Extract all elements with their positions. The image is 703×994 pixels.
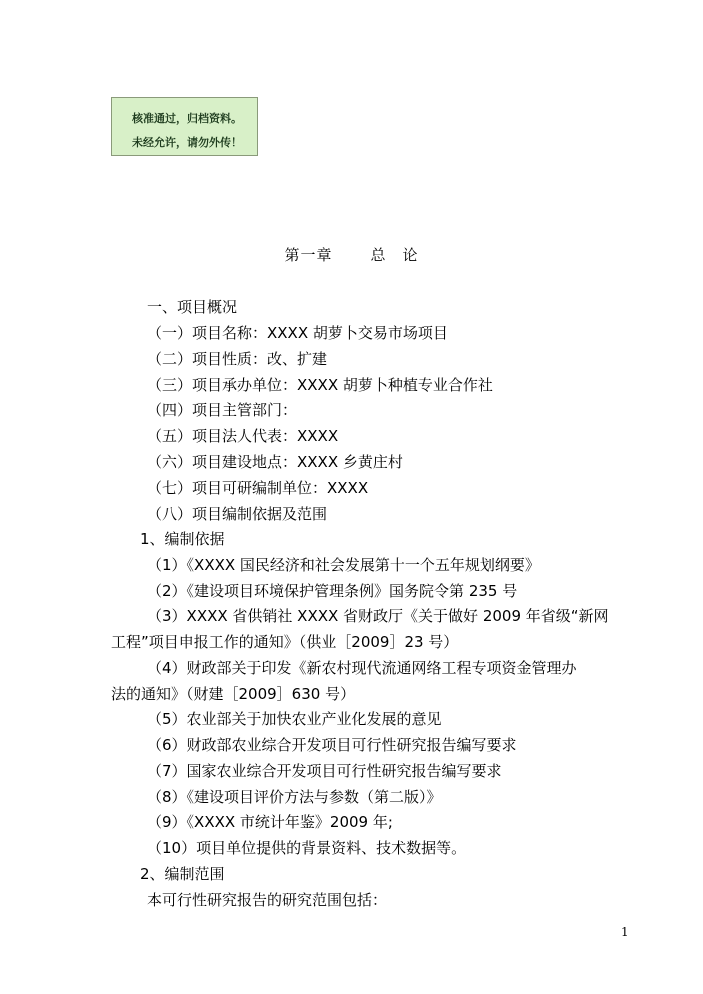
- list-item: （五）项目法人代表：XXXX: [147, 427, 339, 445]
- section-heading-overview: 一、项目概况: [147, 298, 238, 316]
- reference-item: （3）XXXX 省供销社 XXXX 省财政厅《关于做好 2009 年省级“新网: [147, 607, 609, 625]
- reference-item-continued: 法的通知》（财建［2009］630 号）: [111, 685, 356, 703]
- reference-item: （1）《XXXX 国民经济和社会发展第十一个五年规划纲要》: [147, 556, 540, 574]
- list-item: （八）项目编制依据及范围: [147, 505, 328, 523]
- section-heading-scope: 2、编制范围: [140, 865, 225, 883]
- reference-item: （7）国家农业综合开发项目可行性研究报告编写要求: [147, 762, 502, 780]
- stamp-line-confidential: 未经允许，请勿外传！: [132, 136, 242, 149]
- chapter-name: 总 论: [370, 246, 419, 264]
- scope-intro: 本可行性研究报告的研究范围包括：: [147, 891, 388, 909]
- reference-item: （4）财政部关于印发《新农村现代流通网络工程专项资金管理办: [147, 659, 577, 677]
- list-item: （四）项目主管部门：: [147, 401, 298, 419]
- list-item: （一）项目名称：XXXX 胡萝卜交易市场项目: [147, 324, 448, 342]
- list-item: （三）项目承办单位：XXXX 胡萝卜种植专业合作社: [147, 376, 493, 394]
- stamp-line-approved: 核准通过，归档资料。: [132, 112, 242, 125]
- reference-item: （2）《建设项目环境保护管理条例》国务院令第 235 号: [147, 582, 518, 600]
- section-heading-basis: 1、编制依据: [140, 530, 225, 548]
- list-item: （六）项目建设地点：XXXX 乡黄庄村: [147, 453, 403, 471]
- approval-stamp: [111, 97, 258, 156]
- list-item: （二）项目性质：改、扩建: [147, 350, 328, 368]
- page-number: 1: [621, 925, 629, 939]
- reference-item: （5）农业部关于加快农业产业化发展的意见: [147, 710, 442, 728]
- chapter-title: [0, 244, 703, 265]
- reference-item: （9）《XXXX 市统计年鉴》2009 年;: [147, 813, 393, 831]
- list-item: （七）项目可研编制单位：XXXX: [147, 479, 369, 497]
- reference-item-continued: 工程”项目申报工作的通知》（供业［2009］23 号）: [111, 633, 459, 651]
- reference-item: （6）财政部农业综合开发项目可行性研究报告编写要求: [147, 736, 517, 754]
- reference-item: （8）《建设项目评价方法与参数（第二版）》: [147, 788, 442, 806]
- reference-item: （10）项目单位提供的背景资料、技术数据等。: [147, 839, 467, 857]
- chapter-number: 第一章: [284, 246, 333, 264]
